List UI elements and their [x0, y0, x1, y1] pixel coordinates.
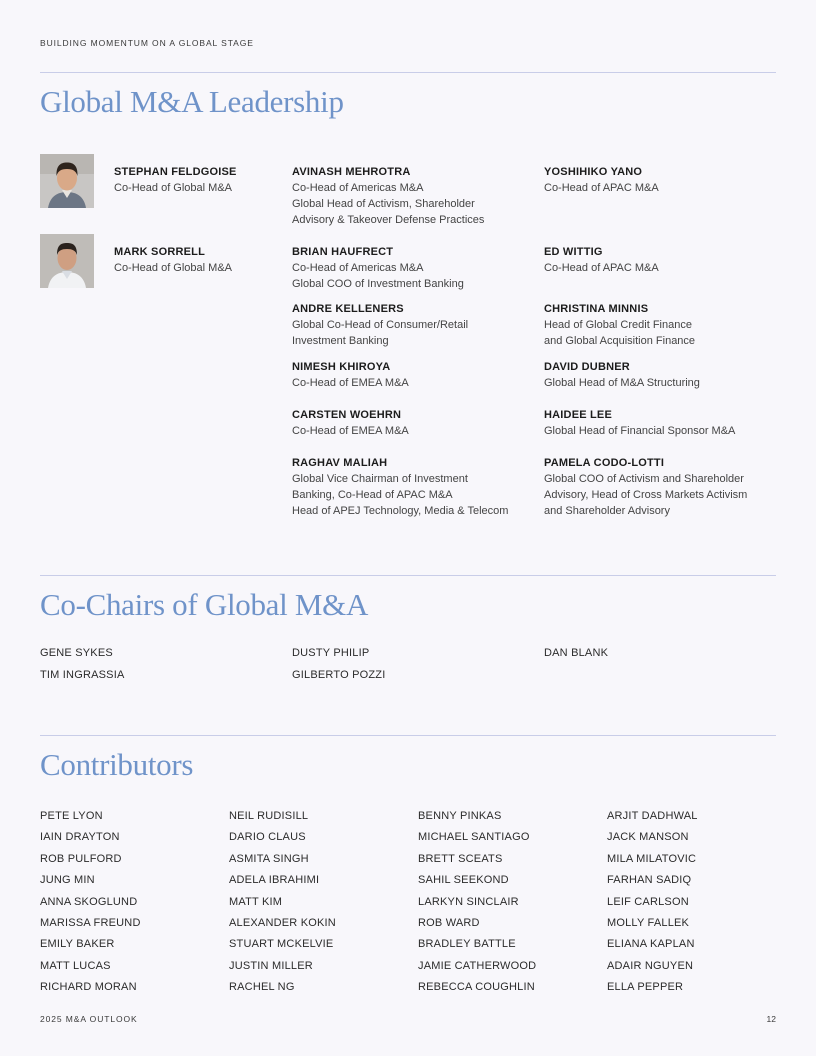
leader-name: STEPHAN FELDGOISE — [114, 166, 237, 178]
leader-name: CARSTEN WOEHRN — [292, 409, 402, 421]
leader-entry — [544, 244, 780, 276]
contributors-title: Contributors — [40, 747, 194, 782]
leader-name: DAVID DUBNER — [544, 361, 630, 373]
leader-title: Global Head of M&A Structuring — [544, 377, 700, 389]
leader-entry — [544, 455, 780, 519]
contributor-name: ROB WARD — [418, 917, 480, 930]
leader-entry — [544, 407, 780, 439]
leader-entry — [292, 301, 528, 349]
leader-entry — [292, 455, 528, 519]
contributor-name: ADELA IBRAHIMI — [229, 874, 320, 887]
contributor-name: IAIN DRAYTON — [40, 831, 120, 844]
leader-entry — [292, 164, 528, 228]
leader-name: AVINASH MEHROTRA — [292, 166, 411, 178]
contributor-name: STUART MCKELVIE — [229, 938, 334, 951]
page-number: 12 — [766, 1014, 776, 1024]
leader-entry — [292, 359, 528, 391]
contributor-name: JUNG MIN — [40, 874, 95, 887]
leader-entry — [544, 301, 780, 349]
contributor-name: BRETT SCEATS — [418, 852, 503, 865]
contributor-name: RACHEL NG — [229, 981, 295, 994]
divider — [40, 575, 776, 576]
leader-name: CHRISTINA MINNIS — [544, 303, 649, 315]
cochair-name: GENE SYKES — [40, 647, 113, 659]
contributor-name: MARISSA FREUND — [40, 917, 141, 930]
contributors-column — [40, 806, 220, 999]
contributor-name: ELLA PEPPER — [607, 981, 684, 994]
contributor-name: FARHAN SADIQ — [607, 874, 692, 887]
contributor-name: REBECCA COUGHLIN — [418, 981, 535, 994]
leader-name: PAMELA CODO-LOTTI — [544, 457, 665, 469]
contributor-name: MATT KIM — [229, 895, 283, 908]
leader-title: Global Vice Chairman of Investment Banking, Co-Head of APAC M&A Head of APEJ Technology, Media & Telecom — [292, 473, 509, 517]
leader-entry — [292, 244, 528, 292]
leader-entry — [544, 359, 780, 391]
leader-title: Co-Head of Global M&A — [114, 262, 232, 274]
leader-name: YOSHIHIKO YANO — [544, 166, 643, 178]
contributor-name: LEIF CARLSON — [607, 895, 689, 908]
contributor-name: ROB PULFORD — [40, 852, 122, 865]
leader-entry — [292, 407, 528, 439]
leader-name: HAIDEE LEE — [544, 409, 613, 421]
leader-title: Co-Head of Americas M&A Global COO of Investment Banking — [292, 262, 464, 290]
contributors-column — [607, 806, 787, 999]
contributors-column — [418, 806, 598, 999]
contributor-name: BRADLEY BATTLE — [418, 938, 516, 951]
header-kicker: BUILDING MOMENTUM ON A GLOBAL STAGE — [40, 38, 254, 48]
contributor-name: MILA MILATOVIC — [607, 852, 697, 865]
cochair-name: TIM INGRASSIA — [40, 669, 125, 681]
contributor-name: MICHAEL SANTIAGO — [418, 831, 530, 844]
leader-title: Co-Head of EMEA M&A — [292, 425, 409, 437]
contributor-name: ADAIR NGUYEN — [607, 959, 694, 972]
contributor-name: ALEXANDER KOKIN — [229, 917, 336, 930]
divider — [40, 72, 776, 73]
contributor-name: EMILY BAKER — [40, 938, 115, 951]
contributor-name: BENNY PINKAS — [418, 810, 502, 822]
cochairs-title: Co-Chairs of Global M&A — [40, 587, 369, 622]
contributor-name: NEIL RUDISILL — [229, 810, 309, 822]
contributor-name: MATT LUCAS — [40, 959, 111, 972]
contributor-name: SAHIL SEEKOND — [418, 874, 509, 887]
contributor-name: ARJIT DADHWAL — [607, 810, 698, 822]
footer-publication: 2025 M&A OUTLOOK — [40, 1014, 138, 1024]
leader-name: ANDRE KELLENERS — [292, 303, 404, 315]
contributor-name: PETE LYON — [40, 810, 103, 822]
contributor-name: ASMITA SINGH — [229, 852, 309, 865]
leader-title: Head of Global Credit Finance and Global Acquisition Finance — [544, 319, 696, 347]
headshot-photo — [40, 234, 94, 288]
cochair-name: DUSTY PHILIP — [292, 647, 370, 659]
contributor-name: DARIO CLAUS — [229, 831, 306, 844]
leader-title: Co-Head of APAC M&A — [544, 182, 659, 194]
leader-name: RAGHAV MALIAH — [292, 457, 388, 469]
divider — [40, 735, 776, 736]
leader-name: BRIAN HAUFRECT — [292, 246, 394, 258]
leader-title: Global Co-Head of Consumer/Retail Investment Banking — [292, 319, 469, 347]
leader-title: Global COO of Activism and Shareholder Advisory, Head of Cross Markets Activism and Shareholder Advisory — [544, 473, 748, 517]
contributor-name: JAMIE CATHERWOOD — [418, 959, 537, 972]
leader-title: Co-Head of APAC M&A — [544, 262, 659, 274]
contributor-name: JUSTIN MILLER — [229, 959, 313, 972]
leadership-title: Global M&A Leadership — [40, 84, 344, 119]
leader-title: Global Head of Financial Sponsor M&A — [544, 425, 736, 437]
leader-name: NIMESH KHIROYA — [292, 361, 391, 373]
contributor-name: RICHARD MORAN — [40, 981, 137, 994]
contributor-name: ANNA SKOGLUND — [40, 895, 138, 908]
contributor-name: MOLLY FALLEK — [607, 917, 690, 930]
cochair-name: GILBERTO POZZI — [292, 669, 386, 681]
leader-title: Co-Head of Global M&A — [114, 182, 232, 194]
leader-title: Co-Head of Americas M&A Global Head of Activism, Shareholder Advisory & Takeover Defense Practices — [292, 182, 485, 226]
leader-name: ED WITTIG — [544, 246, 603, 258]
contributor-name: ELIANA KAPLAN — [607, 938, 695, 951]
leader-name: MARK SORRELL — [114, 246, 206, 258]
leader-entry — [544, 164, 780, 196]
leader-title: Co-Head of EMEA M&A — [292, 377, 409, 389]
contributors-column — [229, 806, 409, 999]
contributor-name: JACK MANSON — [607, 831, 689, 844]
headshot-photo — [40, 154, 94, 208]
cochair-name: DAN BLANK — [544, 647, 609, 659]
contributor-name: LARKYN SINCLAIR — [418, 895, 519, 908]
